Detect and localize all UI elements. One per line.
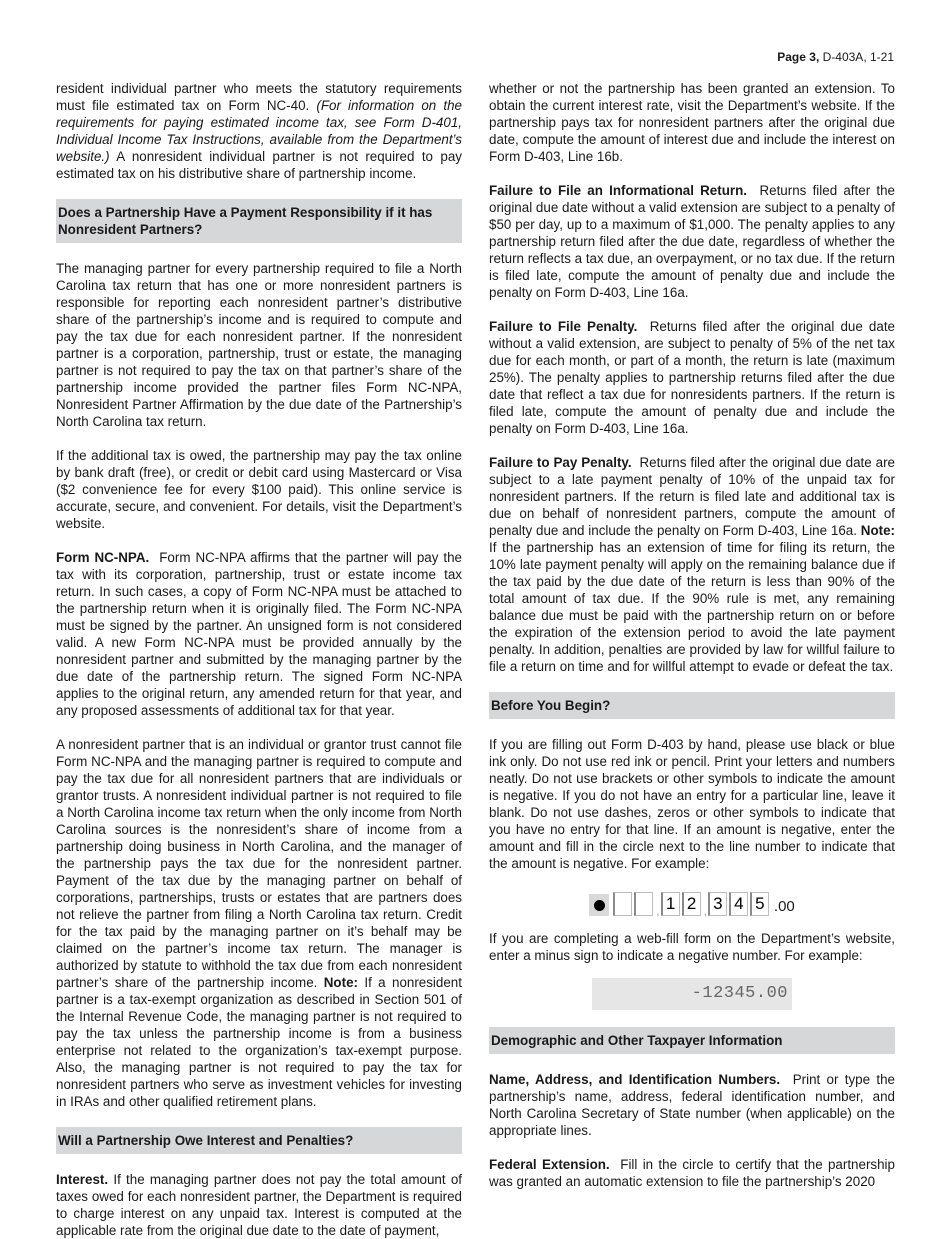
section-heading: Demographic and Other Taxpayer Information: [489, 1027, 895, 1054]
left-column: [56, 80, 462, 1239]
section-heading: Does a Partnership Have a Payment Responsibility if it has Nonresident Partners?: [56, 199, 462, 243]
text: Form NC-NPA affirms that the partner will pay the tax with its corporation, partnership, trust or estate income tax return. In such cases, a copy of Form NC-NPA must be attached to the partnership return when it is originally filed. The Form NC-NPA must be signed by the partner. An unsigned form is not considered valid. A new Form NC-NPA must be provided annually by the nonresident partner and submitted by the managing partner by the due date of the partnership return. The signed Form NC-NPA applies to the original return, any amended return for that year, and any proposed assessments of additional tax for that year.: [56, 550, 463, 718]
paragraph: If you are filling out Form D-403 by hand, please use black or blue ink only. Do not use red ink or pencil. Print your letters and numbers neatly. Do not use brackets or other symbols to indicate the amount is negative. If you do not have an entry for a particular line, leave it blank. Do not use dashes, zeros or other symbols to indicate that you have no entry for that line. If an amount is negative, enter the amount and fill in the circle next to the line number to indicate that the amount is negative. For example:: [489, 737, 895, 871]
bold-lead: Failure to File an Informational Return.: [489, 183, 748, 198]
text: Returns filed after the original due date without a valid extension are subject to a penalty of $50 per day, up to a maximum of $1,000. The penalty applies to any partnership return filed after the due date, regardless of whether the return reflects a tax due, an overpayment, or no tax due. If the return is filed late, compute the amount of penalty due and include the penalty on Form D-403, Line 16a.: [489, 183, 895, 300]
bold-lead: Form NC-NPA.: [56, 550, 150, 565]
paragraph: [56, 736, 462, 1110]
comma-separator: ,: [656, 904, 660, 918]
paragraph: whether or not the partnership has been granted an extension. To obtain the current interest rate, visit the Department’s website. If the partnership pays tax for nonresident partners after the original due date, compute the amount of interest due and include the interest on Form D-403, Line 16b.: [489, 81, 895, 164]
paragraph: [489, 182, 895, 301]
section-heading: Will a Partnership Owe Interest and Penalties?: [56, 1127, 462, 1154]
text: A nonresident individual partner is not required to pay estimated tax on his distributive share of partnership income.: [56, 149, 462, 181]
bold-lead: Failure to Pay Penalty.: [489, 455, 632, 470]
paragraph: If the additional tax is owed, the partnership may pay the tax online by bank draft (free), or credit or debit card using Mastercard or Visa ($2 convenience fee for every $100 paid). This online service is accurate, secure, and convenient. For details, visit the Department’s website.: [56, 448, 462, 531]
digit-box: 2: [682, 892, 701, 916]
note-label: Note:: [323, 975, 358, 990]
bold-lead: Failure to File Penalty.: [489, 319, 638, 334]
italic-text: (For information on the requirements for paying estimated income tax, see Form D-401, Individual Income Tax Instructions, available from the Department’s website.): [56, 98, 462, 164]
comma-separator: ,: [703, 904, 707, 918]
paragraph: [489, 454, 895, 675]
text: If a nonresident partner is a tax-exempt organization as described in Section 501 of the Internal Revenue Code, the managing partner is not required to pay the tax unless the partnership income is from a business enterprise not related to the organization’s tax-exempt purpose. Also, the managing partner is not required to pay the tax for nonresident partners who serve as investment vehicles for investing in IRAs and other qualified retirement plans.: [56, 975, 462, 1109]
digit-box: 5: [750, 892, 769, 916]
paragraph: [489, 1071, 895, 1139]
paragraph: The managing partner for every partnership required to file a North Carolina tax return that has one or more nonresident partners is responsible for reporting each nonresident partner’s distributive share of the partnership’s income and is required to compute and pay the tax due for each nonresident partner. If the nonresident partner is a corporation, partnership, trust or estate, the managing partner is not required to pay the tax on that partner’s share of the partnership income provided the partner files Form NC-NPA, Nonresident Partner Affirmation by the due date of the Partnership’s North Carolina tax return.: [56, 261, 462, 429]
text: Returns filed after the original due date are subject to a late payment penalty of 10% of the unpaid tax for nonresident partners. If the return is filed late and additional tax is due on behalf of nonresident partners, compute the amount of penalty due and include the penalty on Form D-403, Line 16a.: [489, 455, 895, 538]
cents-label: .00: [773, 898, 795, 915]
bold-lead: Name, Address, and Identification Numbers.: [489, 1072, 781, 1087]
text: Returns filed after the original due date without a valid extension, are subject to penalty of 5% of the net tax due for each month, or part of a month, the return is late (maximum 25%). The penalty applies to partnership returns filed after the due date that reflect a tax due for nonresidents partners. If the return is filed late, compute the amount of penalty due and include the penalty on Form D-403, Line 16a.: [489, 319, 895, 436]
text: Fill in the circle to certify that the partnership was granted an automatic extension to file the partnership’s 2020: [489, 1157, 895, 1189]
negative-circle: [589, 894, 609, 916]
filled-circle-icon: [594, 900, 605, 911]
form-id: D-403A, 1-21: [822, 50, 894, 64]
text: If the managing partner does not pay the total amount of taxes owed for each nonresident partner, the Department is required to charge interest on any unpaid tax. Interest is computed at the applicable rate from the original due date to the date of payment,: [56, 1172, 462, 1238]
paragraph: [489, 318, 895, 437]
digit-box: 3: [708, 892, 727, 916]
handwritten-amount-example: [489, 882, 895, 916]
right-column: [489, 80, 895, 1190]
paragraph: If you are completing a web-fill form on the Department’s website, enter a minus sign to indicate a negative number. For example:: [489, 931, 895, 963]
text: Print or type the partnership’s name, address, federal identification number, and North Carolina Secretary of State number (when applicable) on the appropriate lines.: [489, 1072, 895, 1138]
bold-lead: Interest.: [56, 1172, 109, 1187]
page-number: Page 3,: [777, 50, 820, 64]
digit-box: [634, 892, 653, 916]
text: If the partnership has an extension of time for filing its return, the 10% late payment penalty will apply on the remaining balance due if the tax paid by the due date of the return is less than 90% of the total amount of tax due. If the 90% rule is met, any remaining balance due must be paid with the partnership return on or before the expiration of the extension period to avoid the late payment penalty. In addition, penalties are provided by law for willful failure to file a return on time and for willful attempt to evade or defeat the tax.: [489, 540, 895, 674]
paragraph: [56, 549, 462, 719]
digit-box: 4: [729, 892, 748, 916]
text: A nonresident partner that is an individual or grantor trust cannot file Form NC-NPA and the managing partner is required to compute and pay the tax due for all nonresident partners that are individuals or grantor trusts. A nonresident individual partner is not required to file a North Carolina income tax return when the only income from North Carolina sources is the nonresident’s share of income from a partnership doing business in North Carolina, and the manager of the partnership pays the tax due for the nonresident partner. Payment of the tax due by the managing partner on behalf of corporations, partnerships, trusts or estates that are partners does not relieve the partner from filing a North Carolina tax return. Credit for the tax paid by the managing partner on it’s behalf may be claimed on the partner’s income tax return. The manager is authorized by statute to withhold the tax due from each nonresident partner’s share of the partnership income.: [56, 737, 462, 990]
text: resident individual partner who meets the statutory requirements must file estimated tax on Form NC-40.: [56, 81, 462, 113]
paragraph: [56, 1171, 462, 1239]
digit-box: [613, 892, 632, 916]
digit-box: 1: [661, 892, 680, 916]
paragraph: [489, 1156, 895, 1190]
page-header: [777, 50, 894, 64]
bold-lead: Federal Extension.: [489, 1157, 610, 1172]
section-heading: Before You Begin?: [489, 692, 895, 719]
paragraph: [56, 80, 462, 182]
note-label: Note:: [860, 523, 895, 538]
web-fill-example: -12345.00: [592, 978, 792, 1010]
